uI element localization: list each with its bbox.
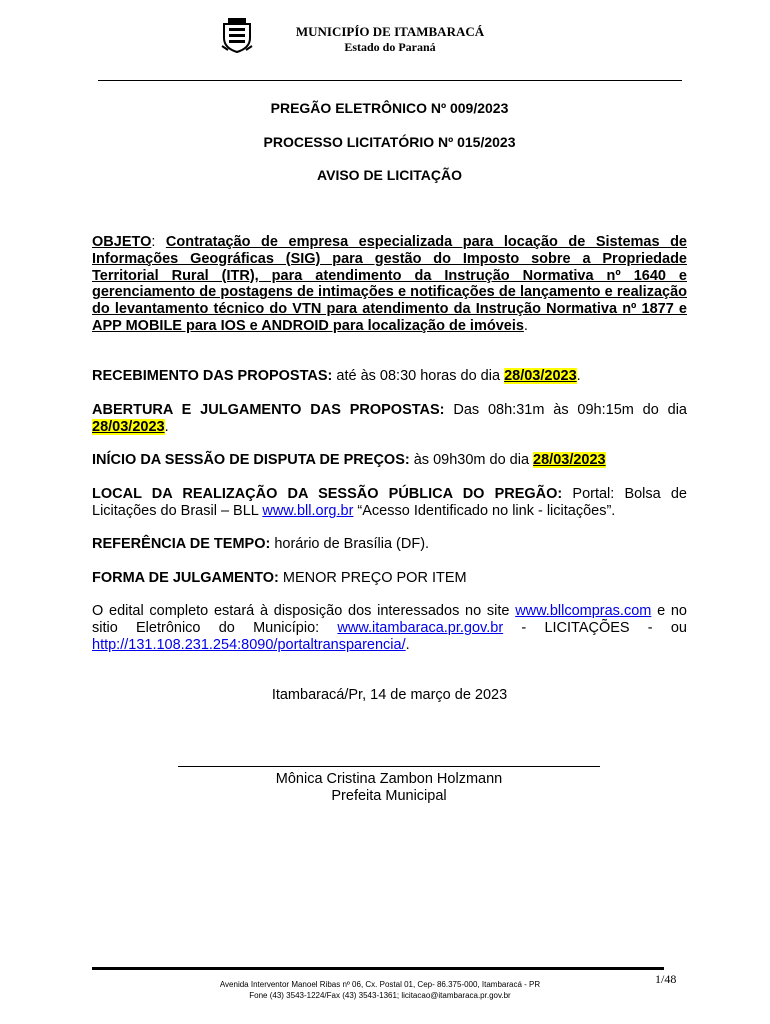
local-paragraph <box>92 486 687 520</box>
abertura-label: ABERTURA E JULGAMENTO DAS PROPOSTAS: <box>92 402 445 418</box>
inicio-date: 28/03/2023 <box>533 452 606 468</box>
edital-text-4: . <box>405 636 410 653</box>
forma-paragraph <box>92 570 687 587</box>
objeto-text: Contratação de empresa especializada para locação de Sistemas de Informações Geográficas (SIG) para gestão do Imposto sobre a Propriedade Territorial Rural (ITR), para atendimento da Instrução Normativa nº 1640 e gerenciamento de postagens de intimações e notificações de lançamento e realização do levantamento técnico do VTN para atendimento da Instrução Normativa nº 1877 e APP MOBILE para IOS e ANDROID para localização de imóveis <box>92 234 687 334</box>
aviso-title: AVISO DE LICITAÇÃO <box>317 167 462 183</box>
abertura-date: 28/03/2023 <box>92 418 165 435</box>
recebimento-label: RECEBIMENTO DAS PROPOSTAS: <box>92 368 333 384</box>
processo-title: PROCESSO LICITATÓRIO Nº 015/2023 <box>263 134 516 150</box>
recebimento-date: 28/03/2023 <box>504 368 577 384</box>
inicio-label: INÍCIO DA SESSÃO DE DISPUTA DE PREÇOS: <box>92 452 410 468</box>
inicio-paragraph <box>92 452 687 469</box>
signatory-role: Prefeita Municipal <box>331 788 447 804</box>
abertura-paragraph: ABERTURA E JULGAMENTO DAS PROPOSTAS: Das 08h:31m às 09h:15m do dia 28/03/2023. <box>92 402 687 435</box>
header-divider <box>98 80 682 81</box>
abertura-text: Das 08h:31m às 09h:15m do dia <box>444 402 687 418</box>
date-line: Itambaracá/Pr, 14 de março de 2023 <box>271 687 508 703</box>
local-text-2: “Acesso Identificado no link - licitações”. <box>353 502 616 519</box>
local-label: LOCAL DA REALIZAÇÃO DA SESSÃO PÚBLICA DO PREGÃO: <box>92 486 563 502</box>
bll-link[interactable]: www.bll.org.br <box>262 502 354 519</box>
footer-divider <box>92 967 664 970</box>
page-number: 1/48 <box>655 972 677 986</box>
municipality-title: MUNICIPÍO DE ITAMBARACÁ <box>295 24 485 39</box>
referencia-text: horário de Brasília (DF). <box>270 536 430 552</box>
bllcompras-link[interactable]: www.bllcompras.com <box>515 603 652 619</box>
state-subtitle: Estado do Paraná <box>344 40 436 54</box>
portal-transparencia-link[interactable]: http://131.108.231.254:8090/portaltransparencia/ <box>92 636 406 653</box>
edital-text-1: O edital completo estará à disposição dos interessados no site <box>92 603 516 619</box>
inicio-text: às 09h30m do dia <box>409 452 534 468</box>
edital-paragraph <box>92 603 687 653</box>
pregao-title: PREGÃO ELETRÔNICO Nº 009/2023 <box>270 100 509 116</box>
itambaraca-link[interactable]: www.itambaraca.pr.gov.br <box>337 619 504 636</box>
objeto-paragraph: OBJETO: Contratação de empresa especializada para locação de Sistemas de Informações Geográficas (SIG) para gestão do Imposto sobre a Propriedade Territorial Rural (ITR), para atendimento da Instrução Normativa nº 1640 e gerenciamento de postagens de intimações e notificações de lançamento e realização do levantamento técnico do VTN para atendimento da Instrução Normativa nº 1877 e APP MOBILE para IOS e ANDROID para localização de imóveis. <box>92 234 687 334</box>
footer-contact: Fone (43) 3543-1224/Fax (43) 3543-1361; licitacao@itambaraca.pr.gov.br <box>249 991 511 1000</box>
recebimento-paragraph: RECEBIMENTO DAS PROPOSTAS: até às 08:30 horas do dia 28/03/2023. <box>92 368 581 384</box>
edital-text-3: - LICITAÇÕES - ou <box>503 619 687 636</box>
signatory-name: Mônica Cristina Zambon Holzmann <box>275 771 503 787</box>
signature-line <box>178 766 600 767</box>
referencia-label: REFERÊNCIA DE TEMPO: <box>92 536 271 552</box>
referencia-paragraph <box>92 536 687 553</box>
local-text: Portal: Bolsa de Licitações do Brasil – BLL <box>92 486 687 519</box>
objeto-label: OBJETO <box>92 234 152 250</box>
forma-text: MENOR PREÇO POR ITEM <box>278 570 467 586</box>
recebimento-text: até às 08:30 horas do dia <box>332 368 505 384</box>
edital-text-2: e no sitio Eletrônico do Município: <box>92 603 687 636</box>
footer-address: Avenida Interventor Manoel Ribas nº 06, Cx. Postal 01, Cep- 86.375-000, Itambaracá - PR <box>219 980 541 989</box>
forma-label: FORMA DE JULGAMENTO: <box>92 570 279 586</box>
